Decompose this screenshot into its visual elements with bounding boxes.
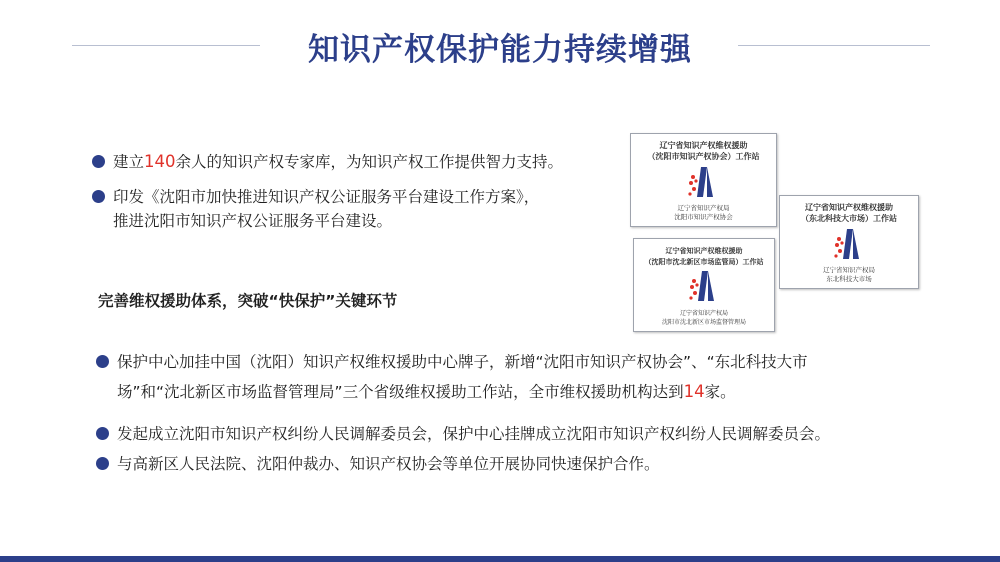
bullet-dot	[96, 427, 109, 440]
bullet-cooperation	[96, 452, 660, 476]
bullet-dot	[92, 155, 105, 168]
bullet-line: 印发《沈阳市加快推进知识产权公证服务平台建设工作方案》，	[113, 188, 540, 206]
bullet-text	[117, 347, 808, 407]
plaque-title: 辽宁省知识产权维权援助 （沈阳市知识产权协会）工作站	[647, 140, 760, 161]
plaque-title: 辽宁省知识产权维权援助 （东北科技大市场）工作站	[801, 202, 897, 223]
bullet-line-end: 家。	[704, 383, 736, 401]
bullet-line: 推进沈阳市知识产权公证服务平台建设。	[113, 212, 393, 230]
bullet-mediation-committee	[96, 422, 830, 446]
bullet-text: 发起成立沈阳市知识产权纠纷人民调解委员会，保护中心挂牌成立沈阳市知识产权纠纷人民调解委员会。	[117, 425, 831, 443]
plaque-tech-market	[779, 195, 919, 289]
highlight-number: 140	[144, 152, 176, 171]
bullet-text-post: 余人的知识产权专家库，为知识产权工作提供智力支持。	[175, 153, 564, 171]
bullet-line: 场”和“沈北新区市场监督管理局”三个省级维权援助工作站，全市维权援助机构达到	[117, 383, 684, 401]
footer-bar	[0, 556, 1000, 562]
bullet-text	[113, 185, 539, 233]
ip-emblem-icon	[684, 269, 724, 303]
bullet-expert-pool	[92, 150, 563, 174]
ip-emblem-icon	[683, 165, 723, 199]
bullet-text: 与高新区人民法院、沈阳仲裁办、知识产权协会等单位开展协同快速保护合作。	[117, 455, 660, 473]
page-title: 知识产权保护能力持续增强	[308, 32, 692, 68]
bullet-text-pre: 建立	[113, 153, 145, 171]
bullet-assistance-centers	[96, 350, 808, 407]
section-subheading: 完善维权援助体系，突破“快保护”关键环节	[98, 292, 398, 310]
plaque-title: 辽宁省知识产权维权援助 （沈阳市沈北新区市场监管局）工作站	[644, 246, 764, 266]
plaque-issuer: 辽宁省知识产权局 沈阳市知识产权协会	[674, 204, 733, 221]
bullet-dot	[96, 355, 109, 368]
bullet-line: 保护中心加挂中国（沈阳）知识产权维权援助中心牌子，新增“沈阳市知识产权协会”、“东北科技大市	[117, 353, 808, 371]
bullet-notary-platform	[92, 185, 539, 233]
plaque-issuer: 辽宁省知识产权局 东北科技大市场	[823, 266, 875, 283]
plaque-issuer: 辽宁省知识产权局 沈阳市沈北新区市场监督管理局	[661, 310, 746, 326]
ip-emblem-icon	[829, 227, 869, 261]
bullet-dot	[96, 457, 109, 470]
plaque-association	[630, 133, 777, 227]
highlight-number: 14	[683, 382, 705, 401]
bullet-text	[113, 150, 563, 174]
plaque-shenbei	[633, 238, 775, 332]
bullet-dot	[92, 190, 105, 203]
